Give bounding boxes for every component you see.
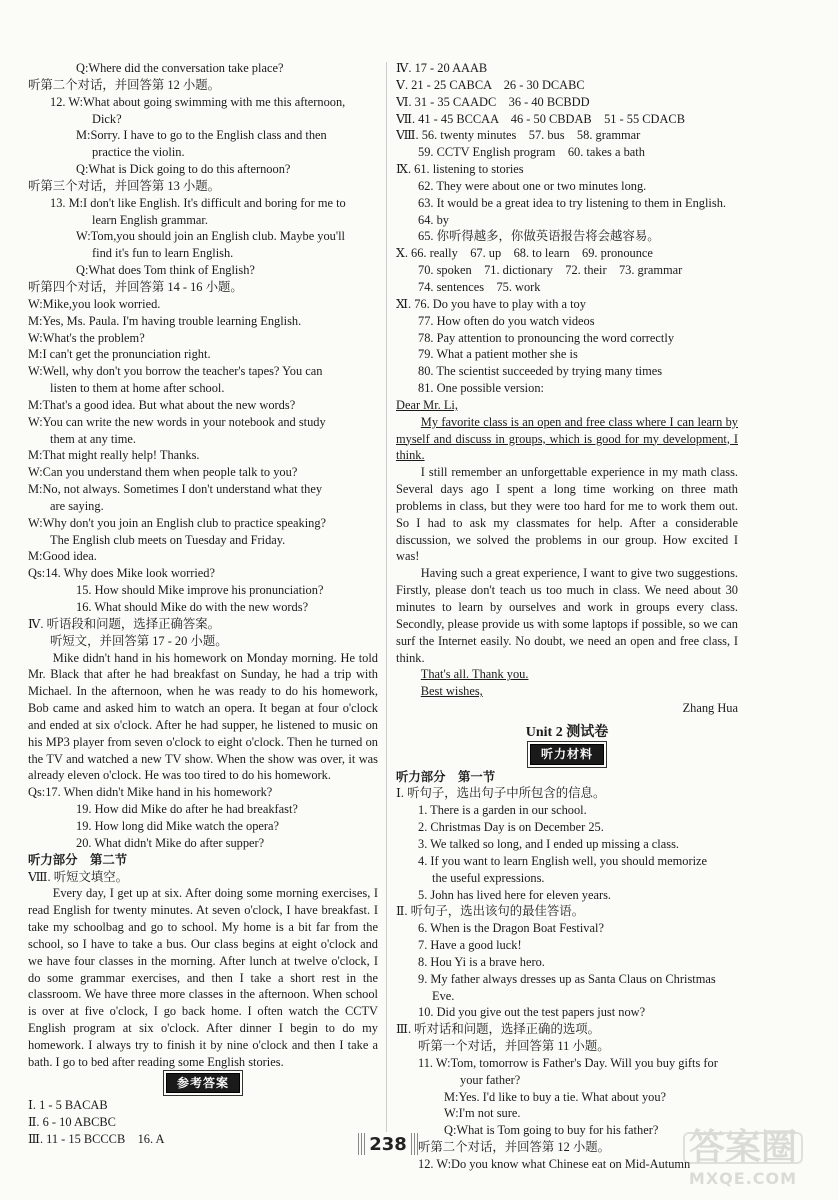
sentence-line: 1. There is a garden in our school.	[418, 803, 587, 818]
dialogue-line: 11. W:Tom, tomorrow is Father's Day. Will you buy gifts for	[418, 1055, 718, 1070]
answer-line: 70. spoken 71. dictionary 72. their 73. grammar	[418, 263, 683, 278]
answer-line: Ⅺ. 76. Do you have to play with a toy	[396, 296, 586, 311]
question-line: 19. How did Mike do after he had breakfast?	[76, 802, 298, 817]
page-number-decoration	[358, 1133, 365, 1155]
answer-line: Ⅷ. 56. twenty minutes 57. bus 58. grammar	[396, 128, 641, 143]
watermark-text: 答案圈	[683, 1132, 803, 1164]
page-number-text: 238	[369, 1133, 407, 1155]
answer-line: Ⅸ. 61. listening to stories	[396, 162, 524, 177]
section-heading: Ⅲ. 听对话和问题，选择正确的选项。	[396, 1022, 601, 1037]
letter-paragraph: I still remember an unforgettable experience in my math class. Several days ago I spent a long time working on three math problems in class, but they were too hard for me to work them out. So I had to ask my classmates for help. After a considerable discussion, we solved the problems in our group. How excited I was!	[396, 465, 738, 564]
sample-letter	[396, 397, 738, 717]
listening-materials-tag: 听力材料	[530, 744, 604, 765]
text-line: practice the violin.	[92, 145, 185, 160]
right-column	[396, 60, 738, 1173]
dialogue-line: M:Good idea.	[28, 549, 97, 564]
section-heading: Ⅳ. 听语段和问题，选择正确答案。	[28, 616, 221, 631]
passage-paragraph: Mike didn't hand in his homework on Monday morning. He told Mr. Black that after he had breakfast on Sunday, he had a trip with Michael. In the afternoon, when he was ready to do his homework, Bob came and asked him to watch an opera. It began at four o'clock and ended at six o'clock. After he had supper, he listened to music on his MP3 player from seven o'clock to eight o'clock. Then he turned on the TV and watched a new TV show. When the show was over, it was already eleven o'clock. He was too tired to do his homework.	[28, 650, 378, 783]
sentence-line: the useful expressions.	[432, 870, 545, 885]
answer-line: 81. One possible version:	[418, 381, 544, 396]
passage-paragraph: Every day, I get up at six. After doing some morning exercises, I read English for twenty minutes. At seven o'clock, I have breakfast. I take my schoolbag and go to school. My home is a bit far from the school, so I have to take a bus. Our class begins at eight o'clock and we have four classes in the morning. After lunch at twelve o'clock, I do some grammar exercises, and then I take a short rest in the classroom. We have three more classes in the afternoon. When school is over at five o'clock, I go back home. I often watch the CCTV English program at six o'clock. After dinner I begin to do my homework. I always try to finish it by nine o'clock and then I take a bath. I go to bed after reading some English stories.	[28, 886, 378, 1069]
dialogue-line: your father?	[460, 1072, 521, 1087]
sentence-line: 5. John has lived here for eleven years.	[418, 887, 612, 902]
unit-title: Unit 2 测试卷	[525, 724, 609, 740]
letter-closing: That's all. Thank you.	[420, 667, 529, 682]
sentence-line: 10. Did you give out the test papers just now?	[418, 1005, 646, 1020]
dialogue-line: M:No, not always. Sometimes I don't understand what they	[28, 482, 323, 497]
answer-line: Ⅵ. 31 - 35 CAADC 36 - 40 BCBDD	[396, 94, 590, 109]
section-instruction: 听短文，并回答第 17 - 20 小题。	[50, 633, 228, 648]
dialogue-line: M:I can't get the pronunciation right.	[28, 347, 211, 362]
answer-line: Ⅶ. 41 - 45 BCCAA 46 - 50 CBDAB 51 - 55 CDACB	[396, 111, 685, 126]
answer-line: 77. How often do you watch videos	[418, 313, 595, 328]
dialogue-line: M:Yes, Ms. Paula. I'm having trouble learning English.	[28, 313, 302, 328]
text-line: M:Sorry. I have to go to the English class and then	[76, 128, 327, 143]
sentence-line: 7. Have a good luck!	[418, 938, 522, 953]
text-line: Q:Where did the conversation take place?	[76, 61, 284, 75]
question-line: 16. What should Mike do with the new words?	[76, 600, 309, 614]
question-line: 20. What didn't Mike do after supper?	[76, 835, 265, 850]
letter-signature: Zhang Hua	[682, 701, 738, 716]
text-line: find it's fun to learn English.	[92, 246, 234, 261]
page-number-decoration	[411, 1133, 418, 1155]
section-instruction: 听第一个对话，并回答第 11 小题。	[418, 1039, 610, 1054]
sentence-line: 6. When is the Dragon Boat Festival?	[418, 921, 604, 936]
listening-tag-wrap	[396, 744, 738, 765]
answer-line: Ⅲ. 11 - 15 BCCCB 16. A	[28, 1132, 165, 1147]
text-line: 13. M:I don't like English. It's difficult and boring for me to	[50, 195, 346, 210]
dialogue-line: are saying.	[50, 498, 104, 513]
page-number	[358, 1130, 418, 1158]
dialogue-line: W:I'm not sure.	[444, 1106, 521, 1121]
answer-line: 64. by	[418, 212, 449, 227]
sentence-line: 3. We talked so long, and I ended up missing a class.	[418, 836, 679, 851]
dialogue-line: M:Yes. I'd like to buy a tie. What about you?	[444, 1089, 667, 1104]
column-divider	[386, 62, 387, 1132]
text-line: 12. W:What about going swimming with me this afternoon,	[50, 94, 346, 109]
text-line: W:Tom,you should join an English club. Maybe you'll	[76, 229, 345, 244]
section-heading: 听力部分 第一节	[396, 769, 496, 784]
dialogue-line: them at any time.	[50, 431, 137, 446]
answer-line: Ⅹ. 66. really 67. up 68. to learn 69. pronounce	[396, 246, 653, 261]
answers-tag: 参考答案	[166, 1073, 240, 1094]
text-line: Dick?	[92, 111, 122, 126]
answer-line: Ⅰ. 1 - 5 BACAB	[28, 1098, 108, 1113]
dialogue-line: W:Well, why don't you borrow the teacher's tapes? You can	[28, 364, 323, 379]
section-instruction: 听第三个对话，并回答第 13 小题。	[28, 178, 221, 193]
dialogue-line: W:Mike,you look worried.	[28, 296, 161, 311]
answer-line: 62. They were about one or two minutes long.	[418, 178, 647, 193]
section-heading: 听力部分 第二节	[28, 852, 128, 867]
dialogue-line: W:You can write the new words in your notebook and study	[28, 414, 326, 429]
answer-line: Ⅳ. 17 - 20 AAAB	[396, 61, 488, 75]
letter-paragraph: My favorite class is an open and free class where I can learn by myself and discuss in groups, which is good for my development, I think.	[396, 414, 738, 463]
dialogue-line: W:What's the problem?	[28, 330, 145, 345]
section-instruction: 听第四个对话，并回答第 14 - 16 小题。	[28, 279, 243, 294]
answer-line: 80. The scientist succeeded by trying many times	[418, 364, 663, 379]
dialogue-line: W:Why don't you join an English club to practice speaking?	[28, 515, 327, 530]
question-line: 19. How long did Mike watch the opera?	[76, 818, 280, 833]
answer-line: Ⅴ. 21 - 25 CABCA 26 - 30 DCABC	[396, 77, 585, 92]
sentence-line: Eve.	[432, 988, 455, 1003]
answer-line: 63. It would be a great idea to try listening to them in English.	[418, 195, 726, 210]
answer-line: 79. What a patient mother she is	[418, 347, 578, 362]
text-line: Q:What is Dick going to do this afternoon?	[76, 162, 291, 177]
section-heading: Ⅷ. 听短文填空。	[28, 869, 129, 884]
dialogue-line: 12. W:Do you know what Chinese eat on Mid-Autumn	[418, 1157, 691, 1171]
section-instruction: 听第二个对话，并回答第 12 小题。	[28, 77, 221, 92]
letter-paragraph: Having such a great experience, I want to give two suggestions. Firstly, please don't teach us too much in class. We need about 30 minutes to learn by ourselves and work in groups every class. Secondly, please provide us with some laptops if possible, so we can surf the Internet easily. No doubt, we need an open and free class, I think.	[396, 566, 738, 665]
question-line: Qs:17. When didn't Mike hand in his homework?	[28, 785, 273, 800]
letter-greeting: Dear Mr. Li,	[396, 397, 458, 412]
section-heading: Ⅱ. 听句子，选出该句的最佳答语。	[396, 904, 585, 919]
letter-closing: Best wishes,	[420, 684, 483, 699]
section-instruction: 听第二个对话，并回答第 12 小题。	[418, 1140, 611, 1155]
sentence-line: 4. If you want to learn English well, you should memorize	[418, 853, 708, 868]
sentence-line: 8. Hou Yi is a brave hero.	[418, 954, 545, 969]
answer-line: 65. 你听得越多，你做英语报告将会越容易。	[418, 229, 660, 244]
dialogue-line: M:That might really help! Thanks.	[28, 448, 200, 463]
dialogue-line: listen to them at home after school.	[50, 381, 225, 396]
question-line: Qs:14. Why does Mike look worried?	[28, 566, 215, 581]
answer-line: 74. sentences 75. work	[418, 279, 541, 294]
text-line: learn English grammar.	[92, 212, 208, 227]
text-line: Q:What does Tom think of English?	[76, 263, 255, 278]
answer-line: 59. CCTV English program 60. takes a bath	[418, 145, 645, 160]
left-column	[28, 60, 378, 1148]
answer-line: Ⅱ. 6 - 10 ABCBC	[28, 1115, 116, 1130]
answers-tag-wrap	[28, 1073, 378, 1094]
sentence-line: 9. My father always dresses up as Santa Claus on Christmas	[418, 971, 716, 986]
section-heading: Ⅰ. 听句子，选出句子中所包含的信息。	[396, 786, 606, 801]
dialogue-line: The English club meets on Tuesday and Friday.	[50, 532, 286, 547]
watermark-logo	[668, 1127, 818, 1192]
dialogue-line: W:Can you understand them when people talk to you?	[28, 465, 298, 480]
sentence-line: 2. Christmas Day is on December 25.	[418, 820, 604, 835]
question-line: 15. How should Mike improve his pronunciation?	[76, 583, 324, 598]
answer-line: 78. Pay attention to pronouncing the word correctly	[418, 330, 675, 345]
dialogue-line: M:That's a good idea. But what about the new words?	[28, 397, 296, 412]
watermark-url: MXQE.COM	[688, 1169, 798, 1188]
dialogue-line: Q:What is Tom going to buy for his father?	[444, 1123, 659, 1138]
